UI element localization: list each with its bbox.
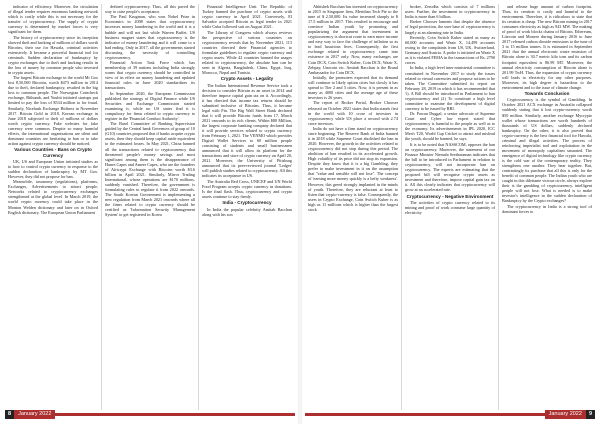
left-footer — [5, 410, 295, 419]
section-heading: Various Countries - Bans on Crypto Currency — [14, 147, 92, 158]
left-page — [5, 4, 295, 410]
paragraph: indicator of efficiency. Moreover, the circulation of illegal tender requires enormous banking network which is costly while this is not necessary for the transfer of cryptocurrency. The supply of crypto currency is determined by market forces is very significant for them. — [8, 4, 98, 35]
paragraph: Meanwhile, taxonomy (regulations), platforms, Exchanges, Advertisements to attract people, Networks related to cryptocurrency exchanges strengthened at the global level. In March 2019, the world crypto currency could take place in the Monton Welden dictionary and later on in Oxford English dictionary. The European Union Parliament — [8, 179, 98, 215]
paragraph: UK, US and European Union initiated studies as to how to control crypto currency in response to the sudden declaration of bankruptcy by MT Gox. However, they did not propose for ban. — [8, 158, 98, 179]
footer-stripe — [55, 413, 295, 416]
page-number: 8 — [5, 410, 14, 419]
paragraph: India do not have a firm stand on cryptocurrency since beginning. The Reserve Bank of India banned it in 2018 while Supreme Court abolished the ban in 2020. However, the growth in the activities related to cryptocurrency did not stop during this period. The abolition of ban resulted in its accelerated growth. High volatility of its price did not stop its expansion. Despite they know that it is a big Gambling, they prefer to make investment in it on the assumption that "value and sensible will not lose". The concept of 'earning more money quickly is a hefty weakness'. However, this greed strongly implanted in the minds of youth. Therefore, they are reluctant at least to listen that crypto-currency is false. Consequently, the users in Crypto Exchange, Coin Switch Kuber is as high as 11 millions which is higher than the largest stock — [308, 126, 398, 212]
paragraph: Dr. Pawan Duggal, a senior advocate of Supreme Court and Cyber law expert stated that cryptocurrency is harmful to the people as well as to the economy. Its advertisements in IPL 2020, ICC Men's T20, World Cup Cricket to attract and mislead the youth, should be banned, he says. — [405, 111, 495, 142]
page-number: 9 — [586, 410, 595, 419]
paragraph: The history of cryptocurrency since its inception showed theft and hacking of millions of dollars worth Bitcoins, their use for Hawala, criminal activities extensively. It became a powerful financial tool for criminals. Sudden declaration of bankruptcy by crypto exchanges due to theft and hacking results in the loss of money by common people who invested in crypto assets. — [8, 34, 99, 75]
paragraph: Financial Intelligence Unit. The Republic of Turkey banned the purchase of crypto assets with crypto currency in April 2021. Conversely, El Salvador accepted Bitcoin as legal tender in 2021 while Cuba followed suit on August 2021. — [202, 4, 292, 30]
paragraph: In September 2020, the European Commission published the strategy of Digital Finance while US Securities and Exchange Commission started examining it, while no US states find it is compulsory for firms related to crypto currency to register in the 'Financial Conduct Authority'. — [105, 90, 195, 121]
paragraph: In India, a high level inter ministerial committee is constituted in November 2017 to study the issues related to virtual currencies and propose actions to be taken. The Committee submitted its report on February 28, 2019 in which it has recommended that 1). A Bill should be introduced in Parliament to ban cryptocurrency and (2) To constitute a high level committee to examine the development of digital currency to be issued by RBI. — [405, 65, 496, 111]
page-gutter — [298, 0, 302, 424]
issue-date: January 2022 — [14, 410, 55, 419]
paragraph: Cryptocurrency is the symbol of Gambling. In October 2021 ACX exchange in Australia collapsed suddenly stating that it lost crypto-currency worth $50 million. Similarly, another exchange Mycrypto wallet whose transactions are worth hundreds of thousands of US dollars, suddenly declared bankruptcy. On the other, it is also proved that crypto-currency is the best financial tool for Hawala, criminal and illegal activities. The process of reinforcing imperialist tool and exploitation in the movement of monopoly capitalism saturated. The emergence of digital technology like crypto currency is the cold war of the contemporary reality. They strengthens one another. They bear together. But, contrastingly its purchase that all this is only for the benefit of common people. The Indian youth who are caught in this dilettante vicious circle, always explore their is the gambling of cryptocurrency, intelligent people will not lose. What is needed is to make investor's intelligence in the sudden declaration of Bankruptcy by the Crypto exchanges? — [502, 97, 593, 204]
left-column-2 — [101, 4, 198, 410]
paragraph: Financial Action Task Force which has membership of 39 nations including India strongly warns that crypto currency should be controlled in view of its effect on money laundering and updated financial rules in June 2020 standardizes its transactions. — [105, 60, 195, 91]
right-page — [305, 4, 595, 410]
right-column-2 — [401, 4, 498, 410]
paragraph: It is to be noted that NASSCOM, opposes the ban on cryptocurrency. Moreover, the statement of our Finance Minister Nirmala Seetharaman indicates that the bill to be introduced in Parliament in relation to cryptocurrency, will not incorporate ban on cryptocurrency. The experts are estimating that the proposed bill will recognise crypto assets as investment and therefore, impose capital gain tax on it. All this clearly indicates that cryptocurrency will grow at an accelerated rate. — [405, 141, 495, 193]
section-heading: India - Cryptocurrency — [222, 200, 272, 206]
paragraph: and release huge amount of carbon footprint. Thus, its creation is costly and harmful to the environment. Therefore, it is ridiculous to state that its creation is cheap. The new Bitcoin mining in 2017 consumes electricity as high as 943 MW. The making of proof of work blocks chains of Bitcoin, Ethereum, Litecoin and Monero during January 2016 to June 2017 released carbon dioxide emissions to the tune of 3 to 15 million tonnes. It is estimated in September 2021 that the annual electronic waste emission of Bitcoin alone is 30.7 metric kilo tons and its carbon footprint equivalent is 86.99 MT. Moreover, the annual electricity consumption of Bitcoin alone is 201.99 TwH. Thus, the expansion of crypto currency will leads to electricity for any other purposes. Moreover, its high degree is hazardous to the environment and to the issue of climate change. — [502, 4, 593, 90]
paragraph: The Library of Congress which always reviews the perspective of various countries on cryptocurrency reveals that by November 2021, 113 countries directed their Financial agencies to formulate guidelines to regulate crypto currency and crypto assets. While 42 countries banned the usages related to cryptocurrency, the absolute ban can be seen in Algeria, Bangladesh, China, Egypt, Iraq, Morocco, Nepal and Tunisia. — [202, 29, 292, 75]
paragraph: The largest Bitcoin exchange in the world Mt Gox lost 8,50,000 Bitcoins, worth $473 million in 2014 due to theft, declared bankruptcy, resulted in the big loss to common people. The Norwegian Coincheck exchange, Bithumb, and Youbit initiated startups put limited to pay the loss of $534 million to for fraud. Similarly, Nicehash Exchange Bitfinex in November 2017. Bitcoin Gold in 2018, Korean exchange in June 2018 subjected to theft of millions of dollars worth crypto currency. Fake websites for fake currency were common. Despite so many harmful effects, the international organisations are silent and dominant countries are hesitating to ban or to take action against crypto currency should be noticed. — [8, 75, 98, 146]
paragraph: Broker Chooser laments that despite the absence of legal protection, the user base of cryptocurrency is largely at an alarming rate in India. — [405, 19, 495, 35]
right-footer — [305, 410, 595, 419]
issue-date: January 2022 — [545, 410, 586, 419]
paragraph: The Paul Krugman, who won Nobel Prize in Economics in 2008 states that cryptocurrency increases money laundering in the world and it is a bubble and will not last while Warren Buffet, US business magnet states that cryptocurrency is the indicator of money laundering and it will come to a bad ending. Only in 2017, all the governments started discussing the necessity of controlling cryptocurrency. — [105, 14, 196, 60]
left-column-3 — [198, 4, 295, 410]
paragraph: The cryptocurrency in India is a strong tool of dominant forces to — [502, 203, 592, 214]
paragraph: Recently, Coin Switch Kuber stated as many as 60,000 accounts and Wazir X, 14,499 accounts owing to the complaints from US, UK, Switzerland, Germany and Austria. A probe is initiated on Wazir X as it is violated FEMA in the transactions of Rs. 2790 crores. — [405, 34, 495, 66]
section-heading: Crypto Assets - Legality — [220, 76, 274, 82]
section-heading: Cryptocurrency - Negative Environment — [406, 193, 494, 199]
section-heading: Towards Conclusion — [524, 91, 570, 97]
footer-stripe — [305, 413, 545, 416]
paragraph: The Basel Committee of Banking Supervision guided by the Central bank Governors of group of 10 (G10) countries proposed that if banks acquire crypto assets, then they should keep capital aside equivalent to the estimated losses. In May 2021, China banned all the transactions related to cryptocurrency that threatened people's money savings and most significant among them is the disappearance of Hanes Capes and Ameer Capes, who are the founders of Africrypt Exchange with Bitcoins worth $3.6 billion in April 2021. Similarly, Mirror Trading International, whose operations are $170 millions, suddenly vanished. Therefore, the government is formulating rules to regulate it from 2022 onwards. The South Korean Government is implementing a new regulation from March 2021 onwards where all the firms related to crypto currency should be certified as 'Information Security Management System' to get registered in Korea — [105, 121, 195, 218]
paragraph: The report of Broker Portal, Broker Chooser released on October 2021 states that India stands first in the world with 10 crore of investors in cryptocurrency while US place a second with 2.74 crore investors. — [308, 100, 398, 126]
paragraph: The Indian International Revenue Service took a decision to consider Bitcoin as an asset in 2014 and therefore impose capital gain tax on it. Accordingly, it has directed that income tax returns should be submitted inclusive of Bitcoins. Thus, it became legal with Fin. The Big Wall Street Bank declared that it will provide Bitcoin funds from 17, March 2021 onwards to its rich clients. Within $80 Million, the largest corporate banking company declared that it will provide services related to crypto currency from February 1, 2021. The VENMO which provides Digital Wallet Services to 60 million people consisting of students and small businessmen announced that it will allow its platform for the transactions and store of crypto currency on April 20, 2021. Moreover, the University of Pittsburg announced that its peer-reviewed journal 'Ledger' will publish studies related to cryptocurrency. All this indicates its acceptance in US. — [202, 82, 292, 179]
right-column-3 — [498, 4, 595, 410]
left-column-1 — [5, 4, 101, 410]
paragraph: Initially, the promoters expected that its demand will continue to likely option cities but slowly it has spread to Tier 2 and 3 cities. Now, it is present in as many as 4000 cities and the average age of these investors is 26 years. — [308, 74, 398, 101]
paragraph: In India the popular celebrity Amitab Bacchan along with his son — [202, 206, 292, 217]
paragraph: Abhishek Bacchan has invested on cryptocurrency in 2015 in Singapore firm, Meridian Tech Pte to the tune of $ 2,50,000. Its value increased sharply to $ 17.5 million in 2017. This resulted to encourage and convince Indian youth by promoting and popularizing the argument that investment in cryptocurrency is shortcut route to earn more income and easy way to face the challenge of inflation so as to lead luxurious lives. Consequently, the first exchange related to cryptocurrency came into existence in 2017 only. Now, many exchanges are Coin DCX, Coin Switch Kuber, Coin DCX, Wazir X, Zebpay, Unocoin etc. Amitab Bacchan is the Brand Ambassador for Coin DCX. — [308, 4, 398, 75]
paragraph: broker, Zerodha which consists of 7 millions users. Further, the investment in cryptocurrency in India is more than 6 billion. — [405, 4, 495, 20]
right-column-1 — [305, 4, 401, 410]
paragraph: The activities of crypto currency related to its mining and proof of work consume large quantity of electricity — [405, 199, 495, 215]
paragraph: The Australia Red Cross, UNICEF and UN World Food Program accepts crypto currency as donations. Is the final flash. Thus, cryptocurrency and crypto assets continue to stay firmly. — [202, 178, 292, 199]
paragraph: defined cryptocurrency. Thus, all this paved the way to raise people's acceptance. — [105, 4, 195, 15]
